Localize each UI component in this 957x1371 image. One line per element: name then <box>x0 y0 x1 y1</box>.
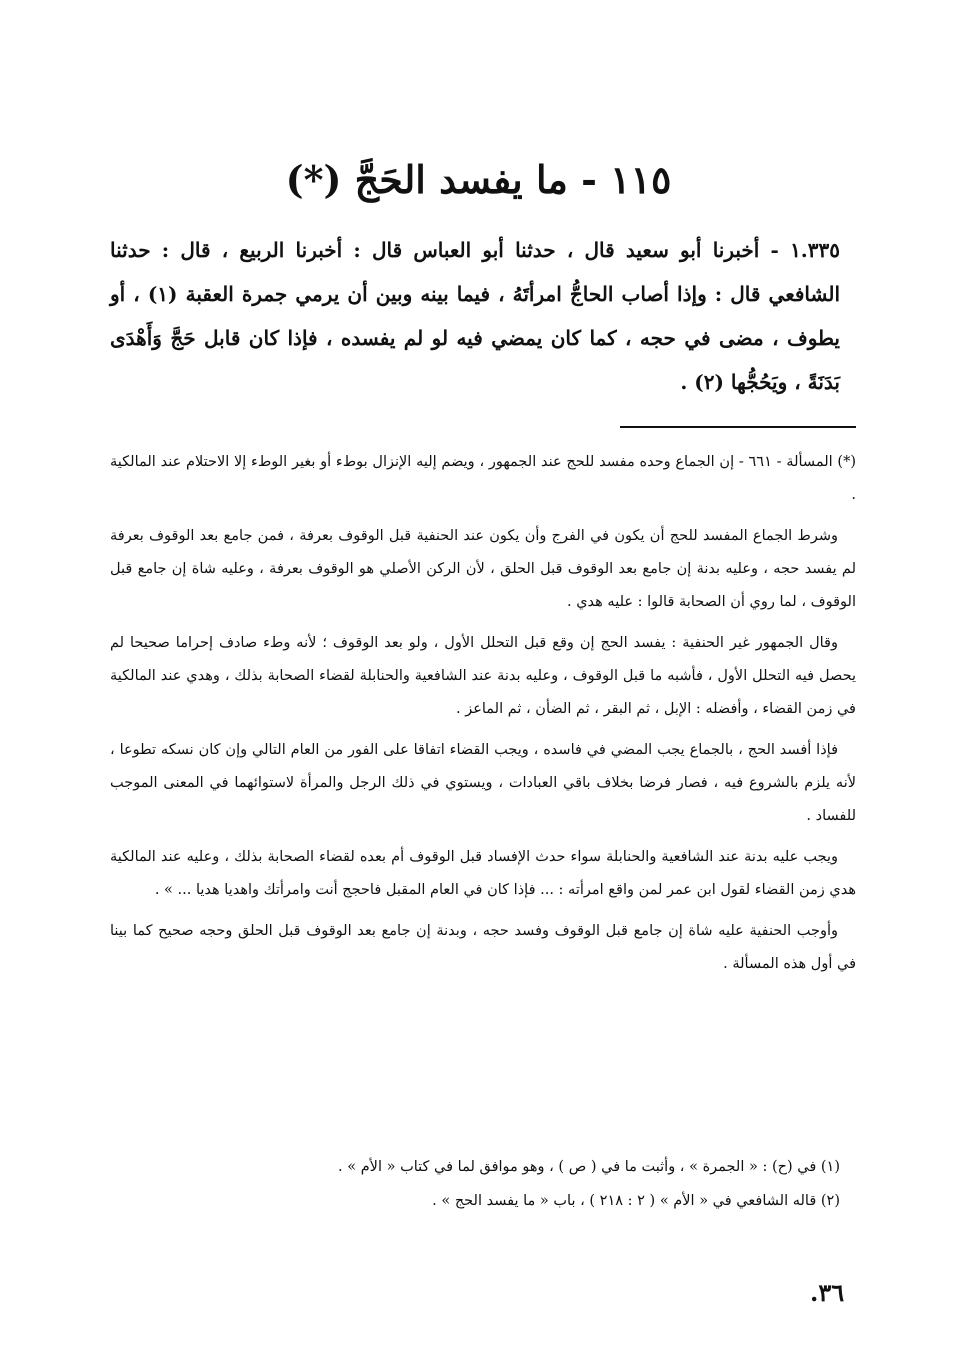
chapter-title: ١١٥ - ما يفسد الحَجَّ (*) <box>285 157 672 202</box>
footnote-1: (١) في (ح) : « الجمرة » ، وأثبت ما في ( ص ) ، وهو موافق لما في كتاب « الأم » . <box>338 1159 840 1175</box>
note-paragraph: وأوجب الحنفية عليه شاة إن جامع قبل الوقوف وفسد حجه ، وبدنة إن جامع بعد الوقوف قبل الحلق وحجه صحيح كما بينا في أول هذه المسألة . <box>110 923 856 972</box>
main-paragraph: ١.٣٣٥ - أخبرنا أبو سعيد قال ، حدثنا أبو العباس قال : أخبرنا الربيع ، قال : حدثنا الشافعي قال : وإذا أصاب الحاجُّ امرأتَهُ ، فيما بينه وبين أن يرمي جمرة العقبة (١) ، أو يطوف ، مضى في حجه ، كما كان يمضي فيه لو لم يفسده ، فإذا كان قابل حَجَّ وَأَهْدَى بَدَنَةً ، ويَحُجُّها (٢) . <box>110 238 840 394</box>
note-paragraph: فإذا أفسد الحج ، بالجماع يجب المضي في فاسده ، ويجب القضاء اتفاقا على الفور من العام التالي وإن كان نسكه تطوعا ، لأنه يلزم بالشروع فيه ، فصار فرضا بخلاف باقي العبادات ، ويستوي في ذلك الرجل والمرأة لاستوائهما في المعنى الموجب للفساد . <box>110 742 856 824</box>
main-text <box>110 228 840 404</box>
note-paragraph: وشرط الجماع المفسد للحج أن يكون في الفرج وأن يكون عند الحنفية قبل الوقوف بعرفة ، فمن جامع بعد الوقوف بعرفة لم يفسد حجه ، وعليه بدنة إن جامع بعد الوقوف قبل الحلق ، لأن الركن الأصلي هو الوقوف بعرفة ، وعليه شاة إن جامع قبل الوقوف ، لما روي أن الصحابة قالوا : عليه هدي . <box>110 528 856 610</box>
footnote-separator <box>620 426 856 428</box>
note-paragraph: ويجب عليه بدنة عند الشافعية والحنابلة سواء حدث الإفساد قبل الوقوف أم بعده لقضاء الصحابة بذلك ، وعليه عند المالكية هدي زمن القضاء لقول ابن عمر لمن واقع امرأته : ... فإذا كان في العام المقبل فاحجج أنت وامرأتك واهديا هديا ... » . <box>110 849 856 898</box>
page-number: ٣٦. <box>810 1278 845 1307</box>
note-paragraph: وقال الجمهور غير الحنفية : يفسد الحج إن وقع قبل التحلل الأول ، ولو بعد الوقوف ؛ لأنه وطء صادف إحراما صحيحا لم يحصل فيه التحلل الأول ، فأشبه ما قبل الوقوف ، وعليه بدنة عند الشافعية والحنابلة لقضاء الصحابة بذلك ، وهدي عند المالكية في زمن القضاء ، وأفضله : الإبل ، ثم البقر ، ثم الضأن ، ثم الماعز . <box>110 635 856 717</box>
note-paragraph: (*) المسألة - ٦٦١ - إن الجماع وحده مفسد للحج عند الجمهور ، ويضم إليه الإنزال بوطء أو بغير الوطء إلا الاحتلام عند المالكية . <box>110 454 856 503</box>
footnote-2: (٢) قاله الشافعي في « الأم » ( ٢ : ٢١٨ ) ، باب « ما يفسد الحج » . <box>432 1193 840 1209</box>
commentary-notes <box>110 446 856 989</box>
footnotes <box>150 1150 840 1218</box>
